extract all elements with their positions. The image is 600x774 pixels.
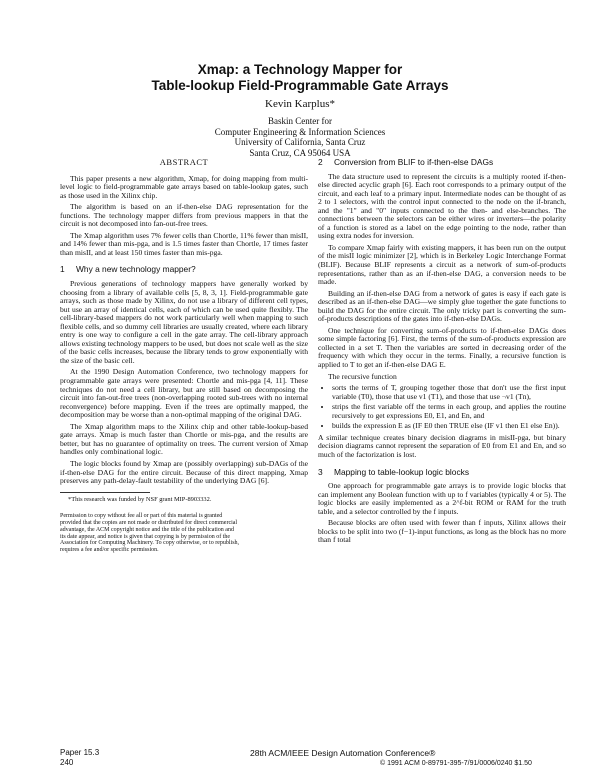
page-number: 240 — [60, 757, 74, 767]
section-1-paragraph: At the 1990 Design Automation Conference, two technology mappers for programmable gate arrays were presented: Chortle and mis-pga [4, 11]. These techniques do not need a cell library, but are still based on decomposing the circuit into fan-out-free trees (non-overlapping rooted sub-trees with no internal reconvergence) before mapping. Even if the trees are optimally mapped, the decomposition may be worse than a non-optimal mapping of the original DAG. — [60, 367, 308, 420]
permission-line: provided that the copies are not made or distributed for direct commercial — [60, 519, 238, 526]
abstract-paragraph: This paper presents a new algorithm, Xmap, for doing mapping from multi-level logic to field-programmable gate arrays based on table-lookup gates, such as those used in the Xilinx chip. — [60, 173, 308, 200]
section-1-number: 1 — [60, 264, 65, 275]
right-column — [318, 158, 566, 548]
permission-line: advantage, the ACM copyright notice and the title of the publication and — [60, 526, 234, 533]
permission-line: Association for Computing Machinery. To copy otherwise, or to republish, — [60, 540, 240, 547]
list-item: • sorts the terms of T, grouping together those that don't use the first input variable (T0), those that use v1 (T1), and those that use ¬v1 (Tn), — [332, 384, 566, 401]
section-2-title: Conversion from BLIF to if-then-else DAGs — [334, 157, 494, 167]
section-2-paragraph: To compare Xmap fairly with existing mappers, it has been run on the output of the misII logic minimizer [2], which is in Berkeley Logic Interchange Format (BLIF). Because BLIF represents a circuit as a network of sum-of-products representations, rather than as an if-then-else DAG, a conversion needs to be made. — [318, 242, 566, 287]
section-2-paragraph: Building an if-then-else DAG from a network of gates is easy if each gate is described as an if-then-else DAG—we simply glue together the gate functions to build the DAG for the entire circuit. The only tricky part is converting the sum-of-products descriptions of the gates into if-then-else DAGs. — [318, 288, 566, 324]
section-3-title: Mapping to table-lookup logic blocks — [334, 466, 470, 477]
footnote — [60, 496, 308, 503]
funding-footnote: *This research was funded by NSF grant MIP-8903332. — [68, 495, 212, 503]
affiliation-line: University of California, Santa Cruz — [234, 137, 366, 147]
permission-line: its date appear, and notice is given that copying is by permission of the — [60, 533, 231, 540]
section-3-number: 3 — [318, 466, 323, 477]
section-1-heading — [60, 265, 308, 274]
section-1-paragraph: The logic blocks found by Xmap are (possibly overlapping) sub-DAGs of the if-then-else DAG for the entire circuit. Because of this direct mapping, Xmap preserves any path-delay-fault testability of the underlying DAG [6]. — [60, 458, 308, 486]
affiliation — [0, 116, 600, 158]
paper-title-line-2: Table-lookup Field-Programmable Gate Arrays — [151, 78, 449, 93]
footnote-rule — [60, 492, 150, 493]
list-item: • builds the expression E as (IF E0 then TRUE else (IF v1 then E1 else En)). — [332, 422, 566, 431]
recursive-intro: The recursive function — [328, 371, 397, 381]
section-1-title: Why a new technology mapper? — [76, 264, 196, 275]
section-1-paragraph: The Xmap algorithm maps to the Xilinx chip and other table-lookup-based gate arrays. Xmap is much faster than Chortle or mis-pga, and the results are better, but has no guarantee of optimality on trees. The current version of Xmap handles only combinational logic. — [60, 421, 308, 457]
affiliation-line: Baskin Center for — [268, 116, 332, 126]
section-2-closing: A similar technique creates binary decision diagrams in misII-pga, but binary decision diagrams cannot represent the separation of E0 from E1 and En, and so much of the factorization is lost. — [318, 432, 566, 459]
paper-header — [0, 62, 600, 158]
paper-title-line-1: Xmap: a Technology Mapper for — [197, 62, 403, 77]
page-footer-left — [60, 748, 99, 767]
section-3-paragraph: Because blocks are often used with fewer than f inputs, Xilinx allows their blocks to be split into two (f−1)-input functions, as long as the block has no more than f total — [318, 518, 566, 545]
abstract-heading: ABSTRACT — [159, 157, 209, 167]
abstract-paragraph: The algorithm is based on an if-then-else DAG representation for the functions. The technology mapper differs from previous mappers in that the circuit is not decomposed into fan-out-free trees. — [60, 202, 308, 229]
recursive-steps-list — [318, 384, 566, 431]
permission-notice — [60, 513, 308, 554]
copyright-line: © 1991 ACM 0-89791-395-7/91/0006/0240 $1.50 — [380, 760, 532, 767]
permission-line: requires a fee and/or specific permission. — [60, 547, 159, 554]
section-2-paragraph: One technique for converting sum-of-products to if-then-else DAGs does some simple factoring [6]. First, the terms of the sum-of-products expression are collected in a set T. Then the variables are sorted in decreasing order of the frequency with which they occur in the terms. Finally, a recursive function is applied to T to get an if-then-else DAG E. — [318, 325, 566, 370]
section-2-heading — [318, 158, 566, 167]
section-2-number: 2 — [318, 157, 323, 167]
section-2-paragraph: The data structure used to represent the circuits is a multiply rooted if-then-else directed acyclic graph [6]. Each root corresponds to a primary output of the circuit, and each leaf to a primary input. Intermediate nodes can be thought of as 2 to 1 selectors, with the control input connected to the node on the if-branch, and the "1" and "0" inputs connected to the then- and else-branches. The connections between the selectors can be either wires or inverters—the polarity of a function is stored as a label on the edge pointing to the node, rather than using extra nodes for inversion. — [318, 171, 566, 241]
author-name: Kevin Karplus* — [265, 98, 335, 110]
permission-line: Permission to copy without fee all or part of this material is granted — [60, 512, 223, 519]
list-item: • strips the first variable off the terms in each group, and applies the routine recursively to get expressions E0, E1, and En, and — [332, 403, 566, 420]
conference-name: 28th ACM/IEEE Design Automation Conference® — [250, 748, 436, 758]
affiliation-line: Computer Engineering & Information Sciences — [214, 126, 386, 137]
paper-number: Paper 15.3 — [60, 748, 100, 757]
section-1-paragraph: Previous generations of technology mappers have generally worked by choosing from a library of available cells [5, 8, 3, 1]. Field-programmable gate arrays, such as those made by Xilinx, do not use a library of different cell types, but use an array of identical cells, each of which can be used quite flexibly. The cell-library-based mappers do not work particularly well when mapping to such flexible cells, and so dummy cell libraries are usually created, where each library entry is one way to configure a cell in the gate array. The cell-library approach allows existing technology mappers to be used, but does not scale well as the size of the basic cells increases, because the library tends to grow exponentially with the size of the basic cell. — [60, 279, 308, 365]
abstract-paragraph: The Xmap algorithm uses 7% fewer cells than Chortle, 11% fewer than misII, and 14% fewer than mis-pga, and is 1.5 times faster than Chortle, 17 times faster than misII, and at least 150 times faster than mis-pga. — [60, 230, 308, 257]
left-column — [60, 158, 308, 554]
affiliation-line: Santa Cruz, CA 95064 USA — [249, 147, 351, 158]
section-3-heading — [318, 468, 566, 477]
section-3-paragraph: One approach for programmable gate arrays is to provide logic blocks that can implement any Boolean function with up to f variables (typically 4 or 5). The logic blocks are easily implemented as a 2^f-bit ROM or RAM for the truth table, and a selector controlled by the f inputs. — [318, 481, 566, 516]
